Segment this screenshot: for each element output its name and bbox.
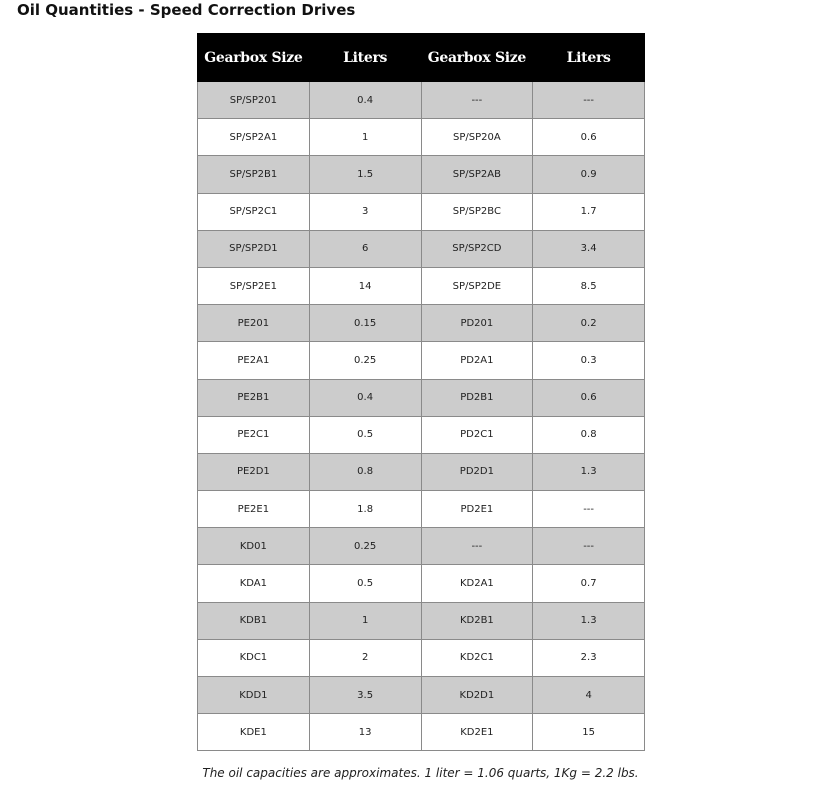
cell-gearbox-size-left: SP/SP2D1 <box>198 230 310 267</box>
cell-gearbox-size-left: PE2D1 <box>198 453 310 490</box>
cell-gearbox-size-right: SP/SP2BC <box>421 193 533 230</box>
header-gearbox-size-right: Gearbox Size <box>421 34 533 82</box>
cell-liters-left: 1.5 <box>309 156 421 193</box>
cell-liters-left: 0.5 <box>309 565 421 602</box>
table-row <box>198 639 645 676</box>
cell-liters-right: 0.9 <box>533 156 645 193</box>
table-row <box>198 453 645 490</box>
cell-gearbox-size-right: --- <box>421 528 533 565</box>
cell-liters-right: 0.2 <box>533 305 645 342</box>
cell-liters-left: 0.15 <box>309 305 421 342</box>
cell-gearbox-size-right: SP/SP20A <box>421 119 533 156</box>
cell-liters-right: 1.3 <box>533 453 645 490</box>
oil-quantities-table-container <box>197 33 644 751</box>
cell-liters-left: 3 <box>309 193 421 230</box>
table-body <box>198 82 645 751</box>
table-row <box>198 119 645 156</box>
cell-gearbox-size-left: SP/SP2B1 <box>198 156 310 193</box>
table-row <box>198 342 645 379</box>
cell-gearbox-size-right: SP/SP2DE <box>421 267 533 304</box>
cell-gearbox-size-left: KDA1 <box>198 565 310 602</box>
footnote: The oil capacities are approximates. 1 liter = 1.06 quarts, 1Kg = 2.2 lbs. <box>202 766 639 780</box>
header-gearbox-size-left: Gearbox Size <box>198 34 310 82</box>
table-row <box>198 677 645 714</box>
cell-liters-left: 1.8 <box>309 491 421 528</box>
cell-liters-right: 0.8 <box>533 416 645 453</box>
cell-gearbox-size-left: KDB1 <box>198 602 310 639</box>
cell-gearbox-size-right: SP/SP2CD <box>421 230 533 267</box>
cell-gearbox-size-right: KD2C1 <box>421 639 533 676</box>
cell-liters-left: 13 <box>309 714 421 751</box>
table-row <box>198 156 645 193</box>
cell-liters-left: 0.25 <box>309 528 421 565</box>
cell-liters-right: 1.3 <box>533 602 645 639</box>
cell-gearbox-size-left: KD01 <box>198 528 310 565</box>
table-row <box>198 416 645 453</box>
cell-liters-left: 6 <box>309 230 421 267</box>
cell-gearbox-size-right: PD2E1 <box>421 491 533 528</box>
cell-liters-right: 0.3 <box>533 342 645 379</box>
cell-liters-left: 1 <box>309 602 421 639</box>
cell-gearbox-size-left: SP/SP201 <box>198 82 310 119</box>
cell-liters-left: 0.4 <box>309 379 421 416</box>
cell-gearbox-size-right: KD2A1 <box>421 565 533 602</box>
cell-gearbox-size-right: KD2E1 <box>421 714 533 751</box>
cell-gearbox-size-right: PD2C1 <box>421 416 533 453</box>
table-row <box>198 193 645 230</box>
cell-liters-right: 3.4 <box>533 230 645 267</box>
cell-gearbox-size-left: PE2E1 <box>198 491 310 528</box>
cell-liters-left: 0.4 <box>309 82 421 119</box>
header-row <box>198 34 645 82</box>
cell-gearbox-size-left: PE201 <box>198 305 310 342</box>
cell-liters-left: 14 <box>309 267 421 304</box>
cell-gearbox-size-left: PE2C1 <box>198 416 310 453</box>
cell-liters-right: 2.3 <box>533 639 645 676</box>
cell-liters-right: --- <box>533 528 645 565</box>
table-row <box>198 528 645 565</box>
cell-gearbox-size-left: SP/SP2A1 <box>198 119 310 156</box>
cell-gearbox-size-left: KDC1 <box>198 639 310 676</box>
cell-gearbox-size-left: PE2B1 <box>198 379 310 416</box>
cell-gearbox-size-right: --- <box>421 82 533 119</box>
cell-liters-right: 0.7 <box>533 565 645 602</box>
oil-quantities-table <box>197 33 645 751</box>
cell-liters-right: --- <box>533 82 645 119</box>
table-row <box>198 230 645 267</box>
page-title: Oil Quantities - Speed Correction Drives <box>17 1 356 19</box>
cell-liters-left: 0.8 <box>309 453 421 490</box>
cell-liters-right: 15 <box>533 714 645 751</box>
cell-liters-left: 3.5 <box>309 677 421 714</box>
cell-gearbox-size-left: SP/SP2E1 <box>198 267 310 304</box>
header-liters-right: Liters <box>533 34 645 82</box>
table-row <box>198 491 645 528</box>
cell-gearbox-size-right: PD201 <box>421 305 533 342</box>
table-row <box>198 379 645 416</box>
table-row <box>198 602 645 639</box>
table-row <box>198 714 645 751</box>
cell-gearbox-size-left: KDD1 <box>198 677 310 714</box>
cell-liters-right: 4 <box>533 677 645 714</box>
table-row <box>198 565 645 602</box>
table-row <box>198 267 645 304</box>
cell-gearbox-size-right: KD2D1 <box>421 677 533 714</box>
cell-liters-left: 2 <box>309 639 421 676</box>
cell-liters-right: --- <box>533 491 645 528</box>
cell-liters-right: 0.6 <box>533 379 645 416</box>
cell-gearbox-size-right: PD2A1 <box>421 342 533 379</box>
header-liters-left: Liters <box>309 34 421 82</box>
cell-gearbox-size-right: KD2B1 <box>421 602 533 639</box>
cell-liters-right: 1.7 <box>533 193 645 230</box>
cell-gearbox-size-left: KDE1 <box>198 714 310 751</box>
cell-liters-left: 0.5 <box>309 416 421 453</box>
table-row <box>198 305 645 342</box>
cell-gearbox-size-right: SP/SP2AB <box>421 156 533 193</box>
cell-liters-right: 8.5 <box>533 267 645 304</box>
cell-gearbox-size-right: PD2D1 <box>421 453 533 490</box>
cell-gearbox-size-left: PE2A1 <box>198 342 310 379</box>
cell-liters-left: 1 <box>309 119 421 156</box>
cell-liters-left: 0.25 <box>309 342 421 379</box>
cell-gearbox-size-left: SP/SP2C1 <box>198 193 310 230</box>
table-header <box>198 34 645 82</box>
cell-liters-right: 0.6 <box>533 119 645 156</box>
cell-gearbox-size-right: PD2B1 <box>421 379 533 416</box>
table-row <box>198 82 645 119</box>
